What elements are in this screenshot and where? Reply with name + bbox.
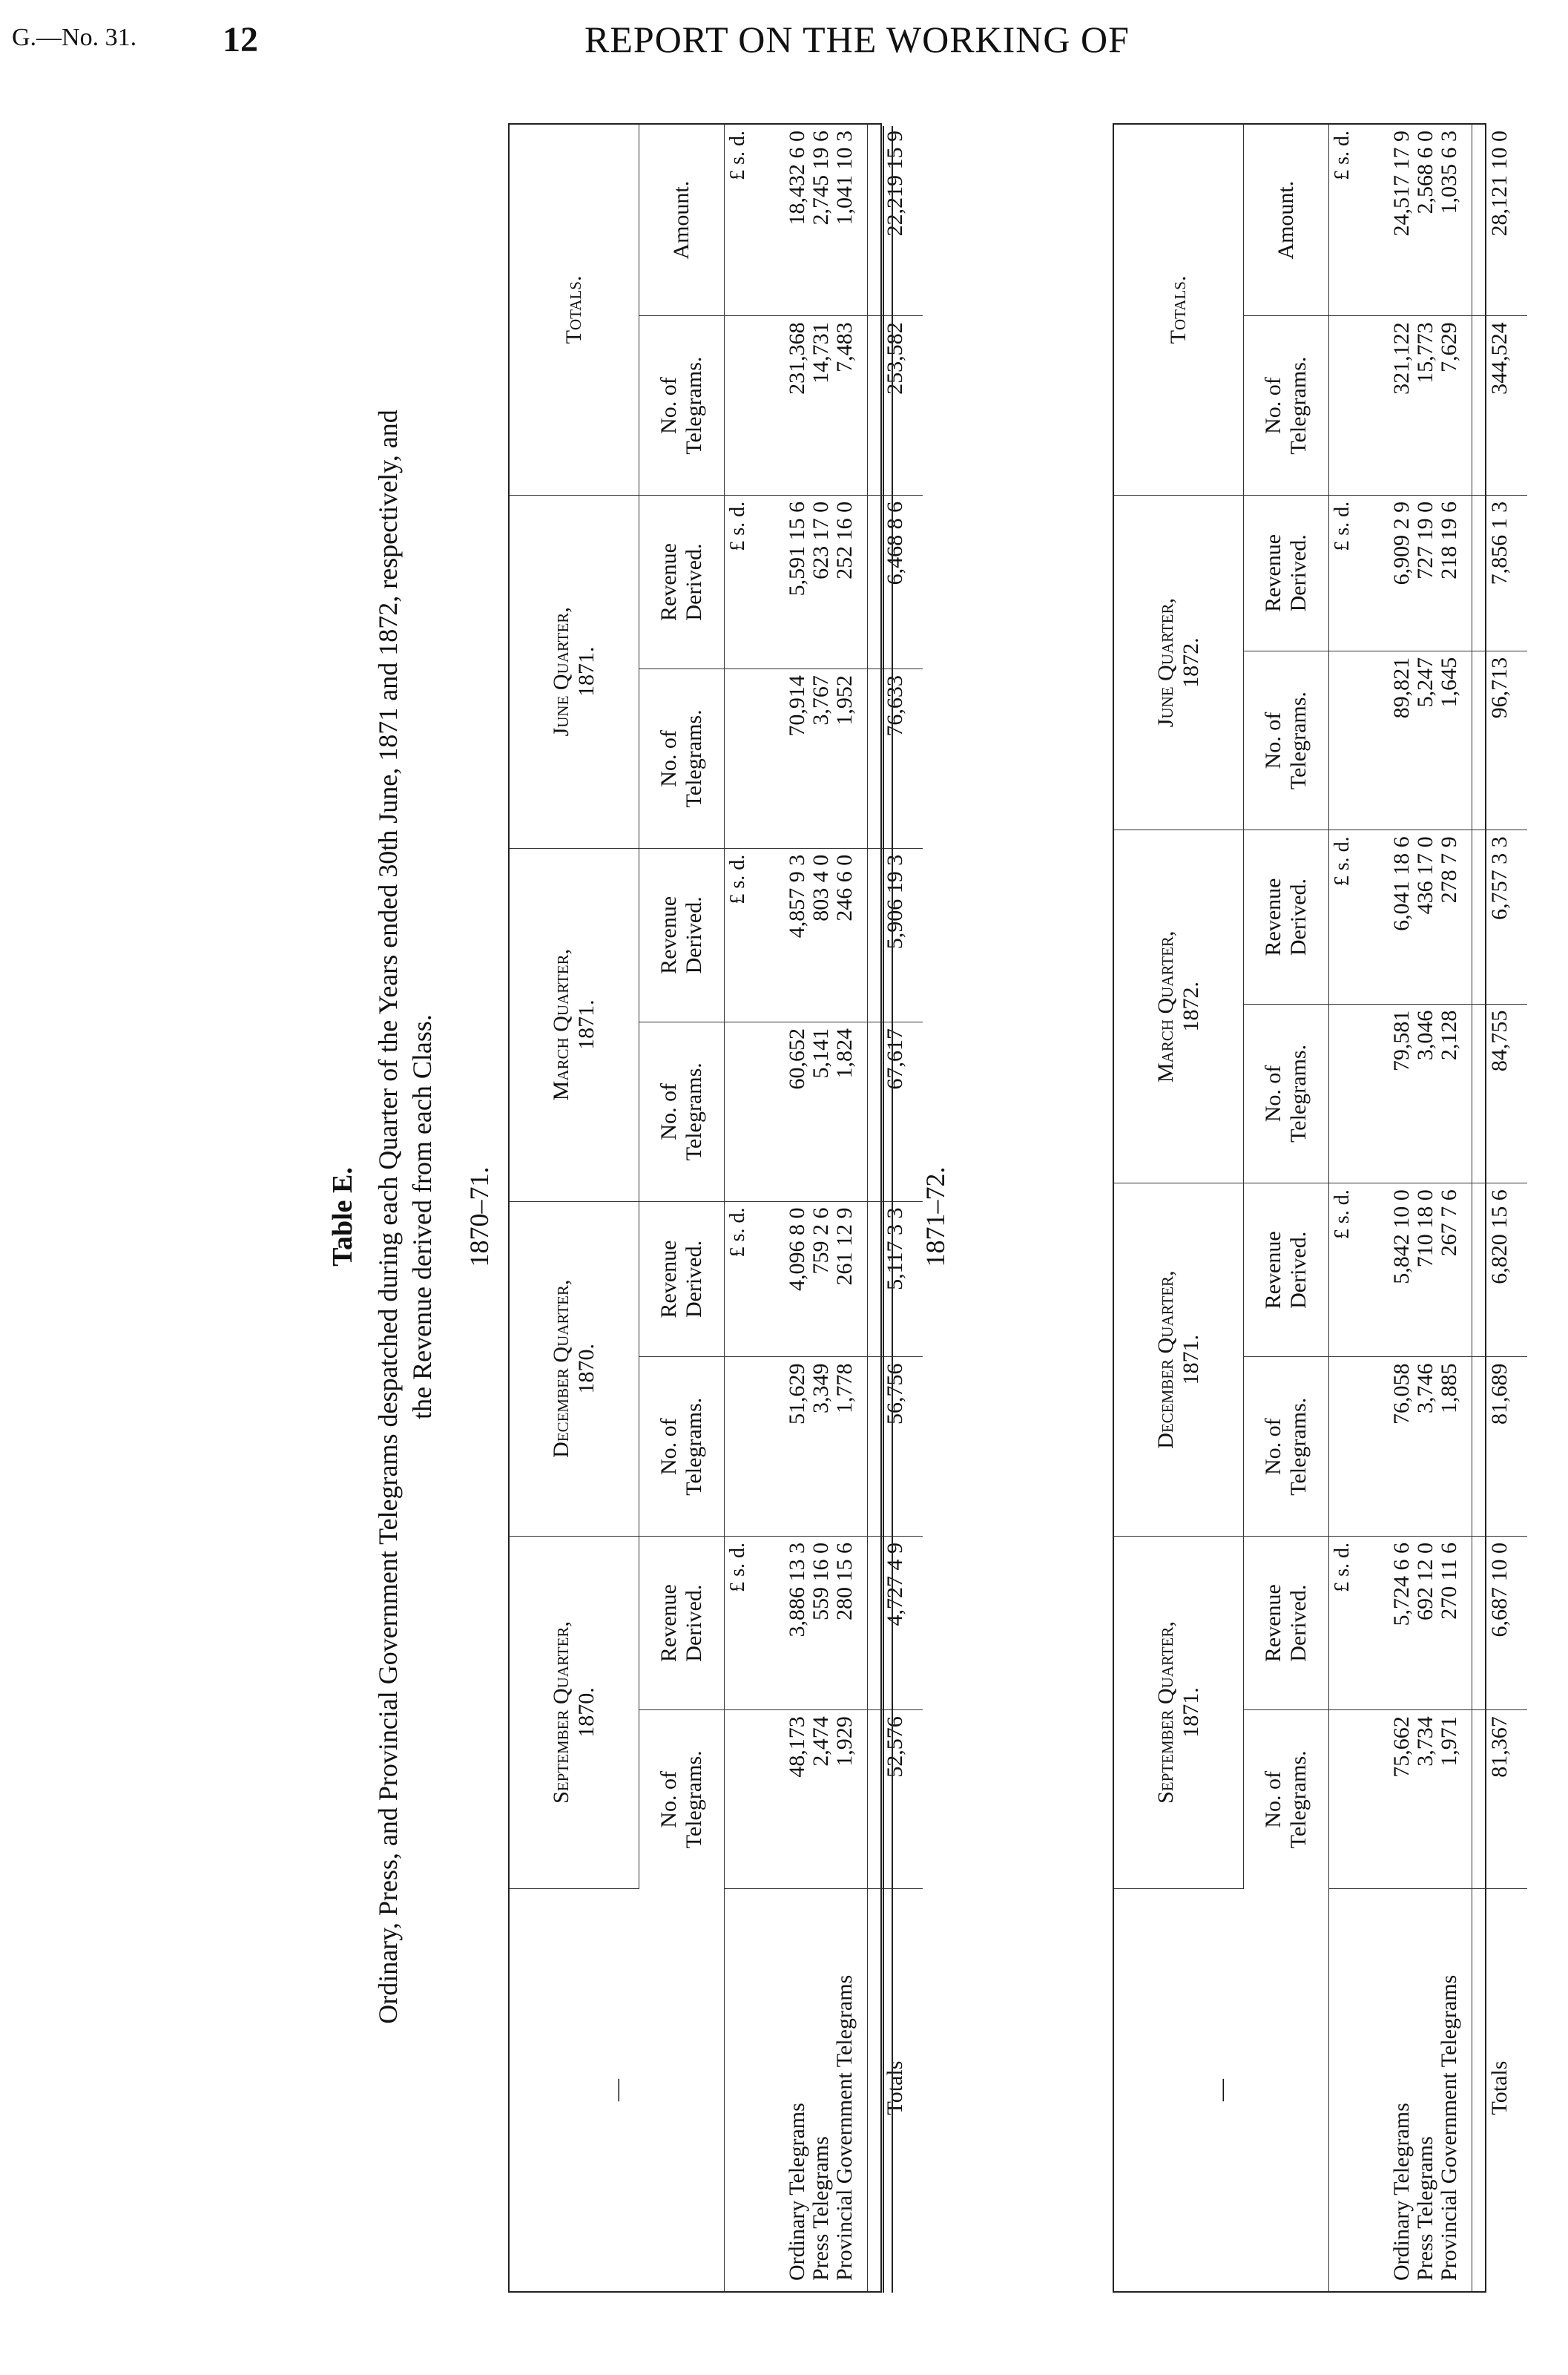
totals-header: Totals. [510,125,639,495]
table-1871-72 [1113,123,1512,2293]
col-telegrams: No. of Telegrams. [639,1357,725,1537]
table-cell: 84,755 [1472,1004,1528,1183]
col-revenue: Revenue Derived. [639,848,725,1022]
table-cell: 253,582 [868,316,923,496]
quarter-header: June Quarter, 1872. [1114,495,1244,830]
period-title-1: 1870–71. [464,1166,494,1267]
table-cell: 5,591 15 6 623 17 0 252 16 0 [751,495,868,669]
col-revenue: Revenue Derived. [1244,1537,1329,1710]
table-cell: 89,821 5,247 1,645 [1356,651,1472,830]
table-body [751,125,868,2291]
document-reference: G.—No. 31. [12,24,137,51]
col-telegrams: No. of Telegrams. [1244,316,1329,496]
table-divider [883,126,893,2293]
table-cell: 321,122 15,773 7,629 [1356,316,1472,496]
col-telegrams: No. of Telegrams. [639,1710,725,1889]
unit-label: £ s. d. [725,848,752,1022]
col-telegrams: No. of Telegrams. [1244,1357,1329,1537]
table-cell: 70,914 3,767 1,952 [751,669,868,849]
table-cell: 56,756 [868,1357,923,1537]
page-number: 12 [223,20,258,59]
table-cell: 4,096 8 0 759 2 6 261 12 9 [751,1201,868,1357]
quarter-header: September Quarter, 1871. [1114,1537,1244,1889]
table-cell: 96,713 [1472,651,1528,830]
col-amount: Amount. [1244,125,1329,316]
table-cell: 22,219 15 9 [868,125,923,316]
table-cell: 5,842 10 0 710 18 0 267 7 6 [1356,1183,1472,1357]
period-title-2: 1871–72. [920,1166,950,1267]
page-header [0,0,1568,89]
quarter-header: June Quarter, 1871. [510,495,639,848]
quarter-header: December Quarter, 1871. [1114,1183,1244,1537]
totals-label: Totals [868,1889,923,2292]
table-caption [371,104,439,2330]
data-table [510,125,923,2291]
col-revenue: Revenue Derived. [1244,830,1329,1004]
table-cell: 28,121 10 0 [1472,125,1528,316]
table-cell: 60,652 5,141 1,824 [751,1022,868,1201]
totals-row [868,125,923,2291]
table-body [1356,125,1472,2291]
col-telegrams: No. of Telegrams. [1244,1004,1329,1183]
table-cell: 6,757 3 3 [1472,830,1528,1004]
table-1870-71 [508,123,907,2293]
col-revenue: Revenue Derived. [1244,1183,1329,1357]
col-revenue: Revenue Derived. [639,1201,725,1357]
unit-label: £ s. d. [725,125,752,316]
row-labels: Ordinary Telegrams Press Telegrams Provincial Government Telegrams [1389,1974,1461,2281]
col-revenue: Revenue Derived. [1244,495,1329,651]
unit-label: £ s. d. [725,495,752,669]
unit-label: £ s. d. [725,1201,752,1357]
totals-header: Totals. [1114,125,1244,495]
table-cell: 5,724 6 6 692 12 0 270 11 6 [1356,1537,1472,1710]
table-cell: 5,906 19 3 [868,848,923,1022]
unit-label: £ s. d. [1329,830,1357,1004]
unit-label: £ s. d. [725,1537,752,1710]
table-cell: 7,856 1 3 [1472,495,1528,651]
running-title: REPORT ON THE WORKING OF [584,19,1130,60]
row-head: — [1114,1889,1329,2292]
totals-row [1472,125,1528,2291]
col-telegrams: No. of Telegrams. [639,1022,725,1201]
table-label: Table E. [327,1167,358,1267]
col-revenue: Revenue Derived. [639,495,725,669]
col-telegrams: No. of Telegrams. [639,316,725,496]
table-cell: 6,687 10 0 [1472,1537,1528,1710]
table-cell: 6,909 2 9 727 19 0 218 19 6 [1356,495,1472,651]
table-cell: 67,617 [868,1022,923,1201]
table-cell: 76,633 [868,669,923,849]
totals-label: Totals [1472,1889,1528,2292]
col-revenue: Revenue Derived. [639,1537,725,1710]
table-cell: 52,576 [868,1710,923,1889]
table-cell: 48,173 2,474 1,929 [751,1710,868,1889]
unit-label: £ s. d. [1329,125,1357,316]
table-cell: 6,820 15 6 [1472,1183,1528,1357]
unit-label: £ s. d. [1329,1183,1357,1357]
quarter-header: December Quarter, 1870. [510,1201,639,1536]
table-cell: 81,367 [1472,1710,1528,1889]
quarter-header: March Quarter, 1871. [510,848,639,1201]
table-cell: 6,041 18 6 436 17 0 278 7 9 [1356,830,1472,1004]
col-amount: Amount. [639,125,725,316]
col-telegrams: No. of Telegrams. [1244,1710,1329,1889]
table-cell: 6,468 8 6 [868,495,923,669]
quarter-header: March Quarter, 1872. [1114,830,1244,1183]
table-cell: 231,368 14,731 7,483 [751,316,868,496]
table-cell: 24,517 17 9 2,568 6 0 1,035 6 3 [1356,125,1472,316]
table-cell: 344,524 [1472,316,1528,496]
table-cell: 3,886 13 3 559 16 0 280 15 6 [751,1537,868,1710]
table-cell: 51,629 3,349 1,778 [751,1357,868,1537]
data-table [1114,125,1527,2291]
col-telegrams: No. of Telegrams. [639,669,725,849]
table-cell: 81,689 [1472,1357,1528,1537]
table-cell: 5,117 3 3 [868,1201,923,1357]
table-cell: 4,857 9 3 803 4 0 246 6 0 [751,848,868,1022]
table-cell: 18,432 6 0 2,745 19 6 1,041 10 3 [751,125,868,316]
row-labels: Ordinary Telegrams Press Telegrams Provincial Government Telegrams [785,1974,857,2281]
rotated-table-page [326,104,1512,2330]
table-cell: 4,727 4 9 [868,1537,923,1710]
unit-label: £ s. d. [1329,1537,1357,1710]
table-cell: 79,581 3,046 2,128 [1356,1004,1472,1183]
quarter-header: September Quarter, 1870. [510,1537,639,1889]
col-telegrams: No. of Telegrams. [1244,651,1329,830]
unit-label: £ s. d. [1329,495,1357,651]
caption-line-2: the Revenue derived from each Class. [407,1014,437,1419]
row-head: — [510,1889,725,2292]
table-cell: 76,058 3,746 1,885 [1356,1357,1472,1537]
caption-line-1: Ordinary, Press, and Provincial Government Telegrams despatched during each Quarter of the Years ended 30th June, 1871 and 1872, respectively, and [373,410,403,2024]
table-cell: 75,662 3,734 1,971 [1356,1710,1472,1889]
